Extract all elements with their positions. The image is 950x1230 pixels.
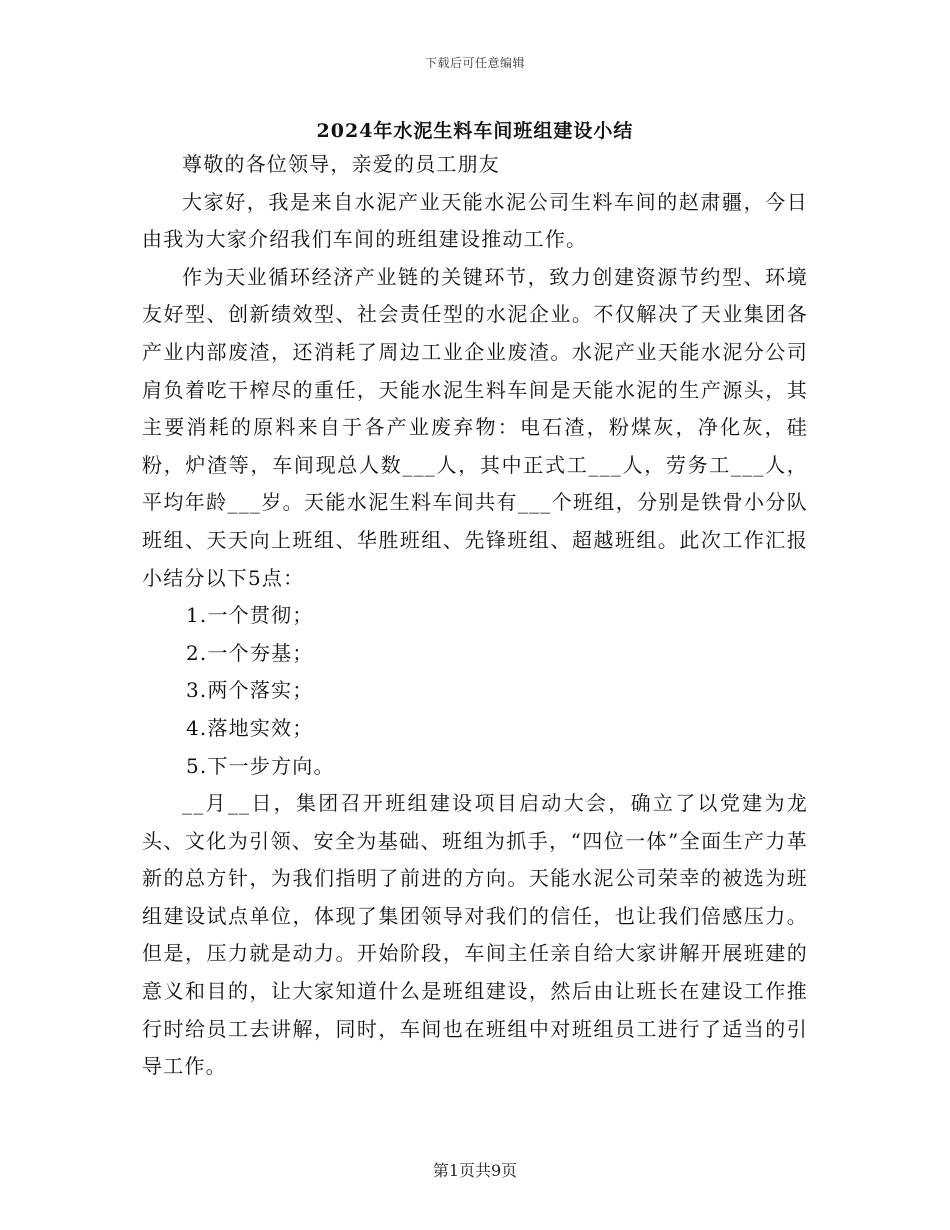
greeting-paragraph: 尊敬的各位领导，亲爱的员工朋友 [182,152,500,176]
section1-paragraph: __月__日，集团召开班组建设项目启动大会，确立了以党建为龙头、文化为引领、安全为基础、班组为抓手，“四位一体”全面生产力革新的总方针，为我们指明了前进的方向。天能水泥公司荣幸的被选为班组建设试点单位，体现了集团领导对我们的信任，也让我们倍感压力。但是，压力就是动力。开始阶段，车间主任亲自给大家讲解开展班建的意义和目的，让大家知道什么是班组建设，然后由让班长在建设工作推行时给员工去讲解，同时，车间也在班组中对班组员工进行了适当的引导工作。 [142,791,808,1079]
list-item: 4.落地实效； [186,715,314,740]
list-item: 2.一个夯基； [186,640,314,665]
list-item: 1.一个贯彻； [186,603,314,628]
document-body [142,146,808,1086]
background-paragraph: 作为天业循环经济产业链的关键环节，致力创建资源节约型、环境友好型、创新绩效型、社会责任型的水泥企业。不仅解决了天业集团各产业内部废渣，还消耗了周边工业企业废渣。水泥产业天能水泥分公司肩负着吃干榨尽的重任，天能水泥生料车间是天能水泥的生产源头，其主要消耗的原料来自于各产业废弃物：电石渣，粉煤灰，净化灰，硅粉，炉渣等，车间现总人数___人，其中正式工___人，劳务工___人，平均年龄___岁。天能水泥生料车间共有___个班组，分别是铁骨小分队班组、天天向上班组、华胜班组、先锋班组、超越班组。此次工作汇报小结分以下5点： [142,264,808,590]
document-title: 2024年水泥生料车间班组建设小结 [316,120,634,142]
page-number: 第1页共9页 [432,1161,518,1180]
intro-paragraph: 大家好，我是来自水泥产业天能水泥公司生料车间的赵肃疆，今日由我为大家介绍我们车间的班组建设推动工作。 [142,189,808,252]
list-item: 5.下一步方向。 [186,753,335,778]
list-item: 3.两个落实； [186,678,314,703]
header-note: 下载后可任意编辑 [424,56,525,70]
